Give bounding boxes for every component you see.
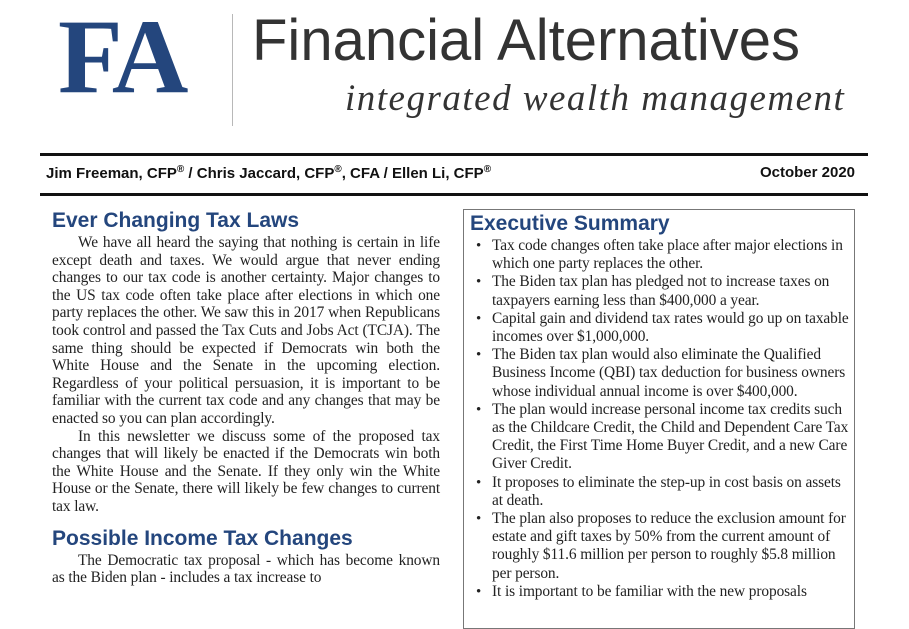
summary-item: • The plan would increase personal income tax credits such as the Childcare Credit, the Child and Dependent Care Tax Credit, the First Time Home Buyer Credit, and a new Care Giver Credit.: [492, 401, 854, 474]
section-title: Possible Income Tax Changes: [52, 526, 353, 550]
summary-title: Executive Summary: [470, 212, 670, 235]
summary-item: • It is important to be familiar with the new proposals: [492, 583, 854, 601]
section-paragraph: The Democratic tax proposal - which has become known as the Biden plan - includes a tax increase to: [52, 551, 440, 587]
author-name: Chris Jaccard, CFP: [196, 165, 335, 182]
author-separator: , CFA /: [341, 165, 392, 182]
byline: [46, 164, 491, 182]
summary-item: • It proposes to eliminate the step-up in cost basis on assets at death.: [492, 474, 854, 510]
article-title: Ever Changing Tax Laws: [52, 209, 300, 232]
article-paragraph: We have all heard the saying that nothing is certain in life except death and taxes. We would argue that never ending changes to our tax code is another certainty. Major changes to the US tax code often take place after elections in which one party replaces the other. We saw this in 2017 when Republicans took control and passed the Tax Cuts and Jobs Act (TCJA). The same thing should be expected if Democrats win both the White House and the Senate in the upcoming election. Regardless of your political persuasion, it is important to be familiar with the current tax code and any changes that may be enacted so you can plan accordingly.: [52, 234, 440, 427]
issue-date: October 2020: [759, 164, 855, 181]
author-separator: /: [184, 165, 197, 182]
registered-mark: ®: [483, 164, 492, 175]
summary-item: • Capital gain and dividend tax rates would go up on taxable incomes over $1,000,000.: [492, 310, 854, 346]
registered-mark: ®: [334, 164, 342, 175]
article-paragraph: In this newsletter we discuss some of the proposed tax changes that will likely be enacted if the Democrats win both the White House and the Senate. If they only win the White House or the Senate, there will likely be few changes to current tax law.: [52, 427, 440, 515]
fa-logo: FA: [58, 0, 186, 115]
registered-mark: ®: [176, 164, 185, 175]
summary-list: [470, 237, 854, 601]
author-name: Ellen Li, CFP: [392, 165, 484, 182]
summary-item: • The Biden tax plan would also eliminate the Qualified Business Income (QBI) tax deduction for business owners whose individual annual income is over $400,000.: [492, 346, 854, 401]
article-column: [52, 208, 440, 587]
header-divider: [232, 14, 233, 126]
summary-item: • The Biden tax plan has pledged not to increase taxes on taxpayers earning less than $400,000 a year.: [492, 273, 854, 309]
summary-item: • Tax code changes often take place after major elections in which one party replaces the other.: [492, 237, 854, 273]
summary-item: • The plan also proposes to reduce the exclusion amount for estate and gift taxes by 50% from the current amount of roughly $11.6 million per person to roughly $5.8 million per person.: [492, 510, 854, 583]
author-name: Jim Freeman, CFP: [46, 165, 177, 182]
brand-name: Financial Alternatives: [252, 8, 801, 73]
top-rule: [40, 153, 868, 156]
executive-summary-box: [463, 209, 855, 629]
brand-tagline: integrated wealth management: [345, 78, 846, 119]
bottom-rule: [40, 193, 868, 196]
